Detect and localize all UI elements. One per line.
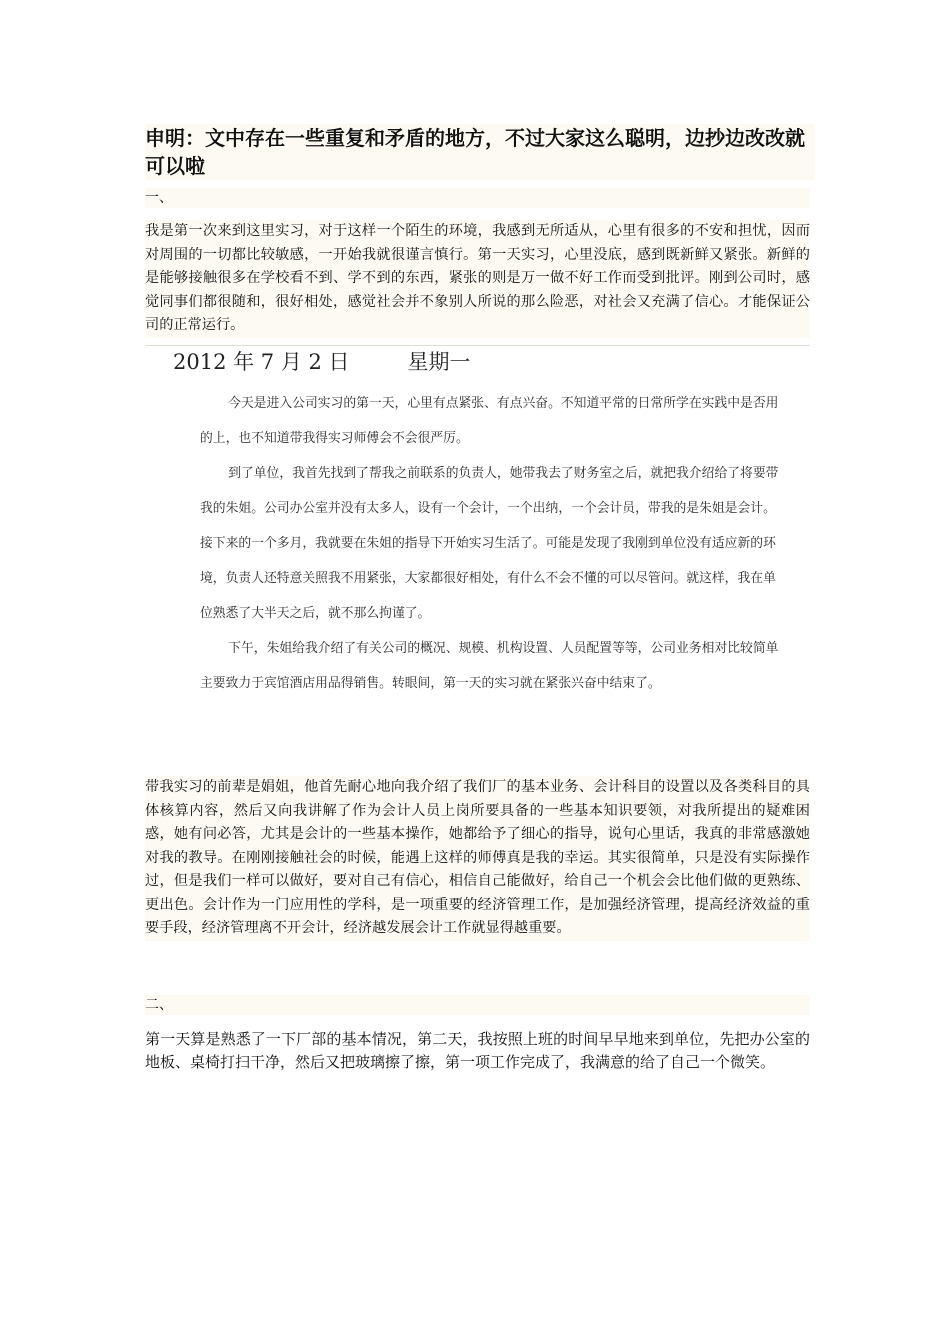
divider-line xyxy=(145,345,810,346)
section-one-label: 一、 xyxy=(145,188,810,208)
diary-paragraph: 到了单位，我首先找到了帮我之前联系的负责人，她带我去了财务室之后，就把我介绍给了将要带我的朱姐。公司办公室并没有太多人，设有一个会计，一个出纳，一个会计员，带我的是朱姐是会计。接下来的一个多月，我就要在朱姐的指导下开始实习生活了。可能是发现了我刚到单位没有适应新的环境，负责人还特意关照我不用紧张，大家都很好相处，有什么不会不懂的可以尽管问。就这样，我在单位熟悉了大半天之后，就不那么拘谨了。 xyxy=(200,466,779,621)
document-title: 申明：文中存在一些重复和矛盾的地方，不过大家这么聪明，边抄边改改就可以啦 xyxy=(145,124,815,180)
diary-paragraph: 下午，朱姐给我介绍了有关公司的概况、规模、机构设置、人员配置等等，公司业务相对比较简单主要致力于宾馆酒店用品得销售。转眼间，第一天的实习就在紧张兴奋中结束了。 xyxy=(200,641,779,691)
day-two-paragraph: 第一天算是熟悉了一下厂部的基本情况，第二天，我按照上班的时间早早地来到单位，先把办公室的地板、桌椅打扫干净，然后又把玻璃擦了擦，第一项工作完成了，我满意的给了自己一个微笑。 xyxy=(145,1028,810,1074)
diary-weekday: 星期一 xyxy=(407,350,471,374)
diary-body xyxy=(200,386,780,701)
section-two-label: 二、 xyxy=(145,995,810,1015)
diary-date-line xyxy=(173,348,471,376)
diary-excerpt xyxy=(145,348,810,758)
diary-date: 2012 年 7 月 2 日 xyxy=(173,350,350,374)
mentor-paragraph: 带我实习的前辈是娟姐，他首先耐心地向我介绍了我们厂的基本业务、会计科目的设置以及各类科目的具体核算内容，然后又向我讲解了作为会计人员上岗所要具备的一些基本知识要领，对我所提出的疑难困惑，她有问必答，尤其是会计的一些基本操作，她都给予了细心的指导，说句心里话，我真的非常感激她对我的教导。在刚刚接触社会的时候，能遇上这样的师傅真是我的幸运。其实很简单，只是没有实际操作过，但是我们一样可以做好，要对自己有信心，相信自己能做好，给自己一个机会会比他们做的更熟练、更出色。会计作为一门应用性的学科，是一项重要的经济管理工作，是加强经济管理，提高经济效益的重要手段，经济管理离不开会计，经济越发展会计工作就显得越重要。 xyxy=(145,776,810,941)
diary-paragraph: 今天是进入公司实习的第一天，心里有点紧张、有点兴奋。不知道平常的日常所学在实践中是否用的上，也不知道带我得实习师傅会不会很严厉。 xyxy=(200,396,779,446)
intro-paragraph: 我是第一次来到这里实习，对于这样一个陌生的环境，我感到无所适从，心里有很多的不安和担忧，因而对周围的一切都比较敏感，一开始我就很谨言慎行。第一天实习，心里没底，感到既新鲜又紧张。新鲜的是能够接触很多在学校看不到、学不到的东西，紧张的则是万一做不好工作而受到批评。刚到公司时，感觉同事们都很随和，很好相处，感觉社会并不象别人所说的那么险恶，对社会又充满了信心。才能保证公司的正常运行。 xyxy=(145,220,810,338)
